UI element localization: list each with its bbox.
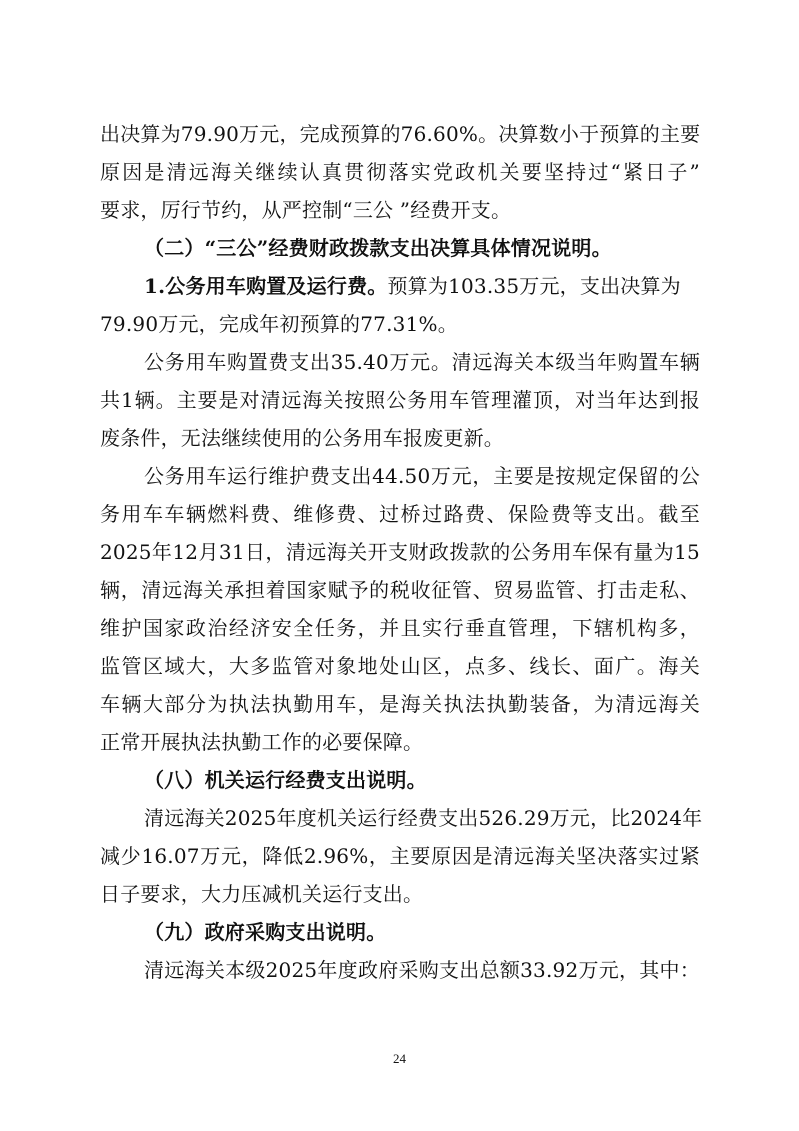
- paragraph-line: 废条件，无法继续使用的公务用车报废更新。: [100, 426, 504, 450]
- section-heading: （二）“三公”经费财政拨款支出决算具体情况说明。: [144, 236, 612, 260]
- paragraph-line: 79.90万元，完成年初预算的77.31%。: [100, 312, 458, 336]
- paragraph-line: 清远海关本级2025年度政府采购支出总额33.92万元，其中：: [144, 958, 700, 982]
- paragraph-line: 2025年12月31日，清远海关开支财政拨款的公务用车保有量为15: [100, 540, 700, 564]
- subsection-heading: 1.公务用车购置及运行费。: [144, 274, 388, 298]
- section-heading: （九）政府采购支出说明。: [144, 920, 387, 944]
- paragraph-line: 共1辆。主要是对清远海关按照公务用车管理灌顶，对当年达到报: [100, 388, 700, 412]
- paragraph-line: 辆，清远海关承担着国家赋予的税收征管、贸易监管、打击走私、: [100, 578, 700, 602]
- paragraph-line: 务用车车辆燃料费、维修费、过桥过路费、保险费等支出。截至: [100, 502, 700, 526]
- paragraph-text: 预算为103.35万元，支出决算为: [387, 274, 681, 298]
- paragraph-line: 公务用车运行维护费支出44.50万元，主要是按规定保留的公: [144, 464, 700, 488]
- paragraph-line: 清远海关2025年度机关运行经费支出526.29万元，比2024年: [144, 806, 703, 830]
- section-heading: （八）机关运行经费支出说明。: [144, 768, 427, 792]
- paragraph-line: 要求，厉行节约，从严控制“三公 ”经费开支。: [100, 198, 512, 222]
- paragraph-line: 公务用车购置费支出35.40万元。清远海关本级当年购置车辆: [144, 350, 700, 374]
- paragraph-line: 原因是清远海关继续认真贯彻落实党政机关要坚持过“紧日子”: [100, 160, 700, 184]
- paragraph-line: 日子要求，大力压减机关运行支出。: [100, 882, 424, 906]
- paragraph-line: 监管区域大，大多监管对象地处山区，点多、线长、面广。海关: [100, 654, 700, 678]
- paragraph-line: 车辆大部分为执法执勤用车，是海关执法执勤装备，为清远海关: [100, 692, 700, 716]
- paragraph-line: 维护国家政治经济安全任务，并且实行垂直管理，下辖机构多，: [100, 616, 700, 640]
- paragraph-line: 出决算为79.90万元，完成预算的76.60%。决算数小于预算的主要: [100, 122, 701, 146]
- paragraph-line: [144, 273, 700, 299]
- page-number: 24: [393, 1051, 406, 1066]
- paragraph-line: 减少16.07万元，降低2.96%，主要原因是清远海关坚决落实过紧: [100, 844, 700, 868]
- paragraph-line: 正常开展执法执勤工作的必要保障。: [100, 730, 424, 754]
